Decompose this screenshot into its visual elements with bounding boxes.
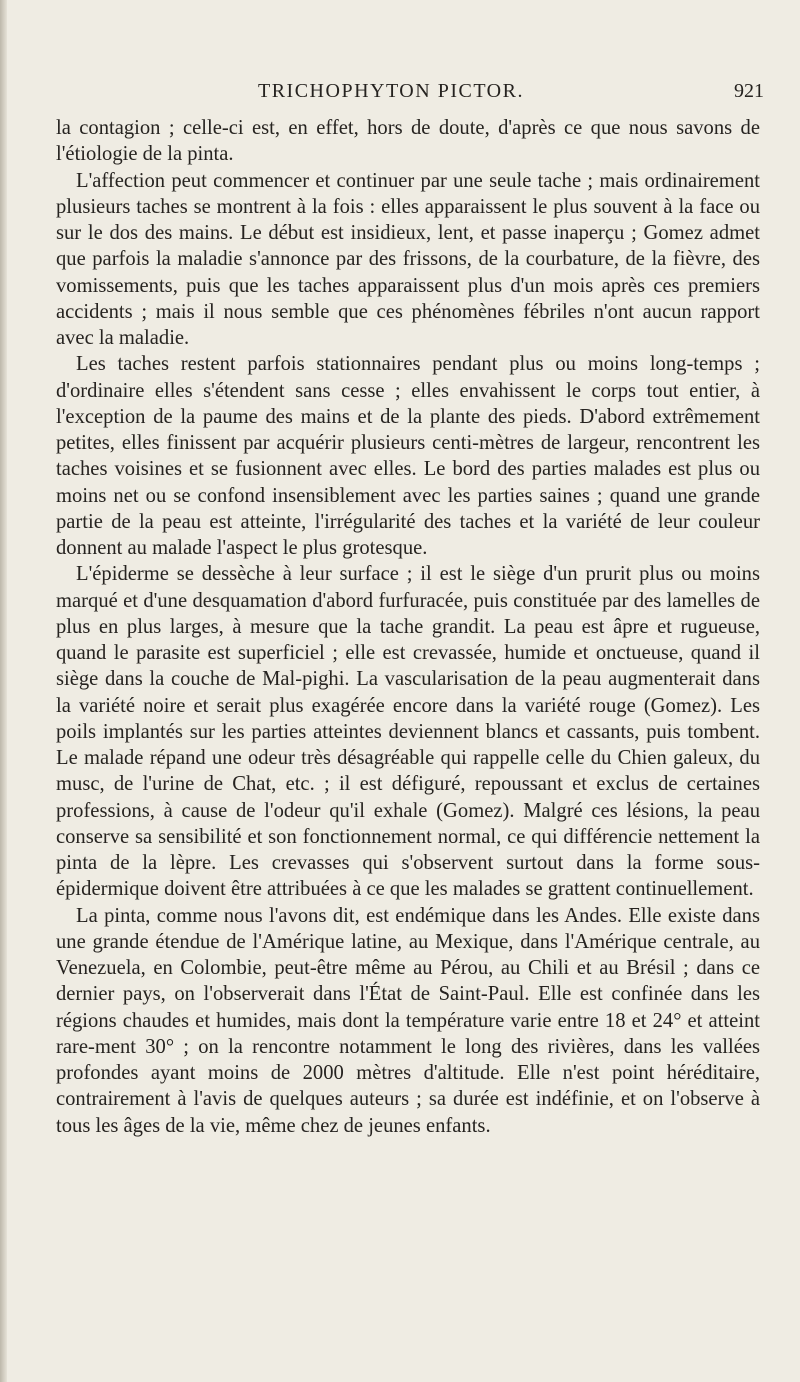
- paragraph: La pinta, comme nous l'avons dit, est endémique dans les Andes. Elle existe dans une grande étendue de l'Amérique latine, au Mexique, dans l'Amérique centrale, au Venezuela, en Colombie, peut-être même au Pérou, au Chili et au Brésil ; dans ce dernier pays, on l'observerait dans l'État de Saint-Paul. Elle est confinée dans les régions chaudes et humides, mais dont la température varie entre 18 et 24° et atteint rare-ment 30° ; on la rencontre notamment le long des rivières, dans les vallées profondes ayant moins de 2000 mètres d'altitude. Elle n'est point héréditaire, contrairement à l'avis de quelques auteurs ; sa durée est indéfinie, et on l'observe à tous les âges de la vie, même chez de jeunes enfants.: [56, 904, 760, 1137]
- page-number: 921: [734, 80, 764, 102]
- body-text: [56, 115, 760, 1139]
- paragraph: L'affection peut commencer et continuer par une seule tache ; mais ordinairement plusieurs taches se montrent à la fois : elles apparaissent le plus souvent à la face ou sur le dos des mains. Le début est insidieux, lent, et passe inaperçu ; Gomez admet que parfois la maladie s'annonce par des frissons, de la courbature, de la fièvre, des vomissements, puis que les taches apparaissent plus d'un mois après ces premiers accidents ; mais il nous semble que ces phénomènes fébriles n'ont aucun rapport avec la maladie.: [56, 169, 760, 349]
- paragraph: Les taches restent parfois stationnaires pendant plus ou moins long-temps ; d'ordinaire elles s'étendent sans cesse ; elles envahissent le corps tout entier, à l'exception de la paume des mains et de la plante des pieds. D'abord extrêmement petites, elles finissent par acquérir plusieurs centi-mètres de largeur, rencontrent les taches voisines et se fusionnent avec elles. Le bord des parties malades est plus ou moins net ou se confond insensiblement avec les parties saines ; quand une grande partie de la peau est atteinte, l'irrégularité des taches et la variété de leur couleur donnent au malade l'aspect le plus grotesque.: [56, 353, 760, 559]
- paragraph: L'épiderme se dessèche à leur surface ; il est le siège d'un prurit plus ou moins marqué et d'une desquamation d'abord furfuracée, puis constituée par des lamelles de plus en plus larges, à mesure que la tache grandit. La peau est âpre et rugueuse, quand le parasite est superficiel ; elle est crevassée, humide et onctueuse, quand il siège dans la couche de Mal-pighi. La vascularisation de la peau augmenterait dans la variété noire et serait plus exagérée encore dans la variété rouge (Gomez). Les poils implantés sur les parties atteintes deviennent blancs et cassants, puis tombent. Le malade répand une odeur très désagréable qui rappelle celle du Chien galeux, du musc, de l'urine de Chat, etc. ; il est défiguré, repoussant et exclus de certaines professions, à cause de l'odeur qu'il exhale (Gomez). Malgré ces lésions, la peau conserve sa sensibilité et son fonctionnement normal, ce qui différencie nettement la pinta de la lèpre. Les crevasses qui s'observent surtout dans la forme sous-épidermique doivent être attribuées à ce que les malades se grattent continuellement.: [56, 563, 760, 901]
- paragraph-continued: la contagion ; celle-ci est, en effet, hors de doute, d'après ce que nous savons de l'étiologie de la pinta.: [56, 117, 760, 166]
- page-header: [0, 80, 800, 108]
- page-binding-edge: [0, 0, 7, 1382]
- running-title: TRICHOPHYTON PICTOR.: [258, 80, 524, 102]
